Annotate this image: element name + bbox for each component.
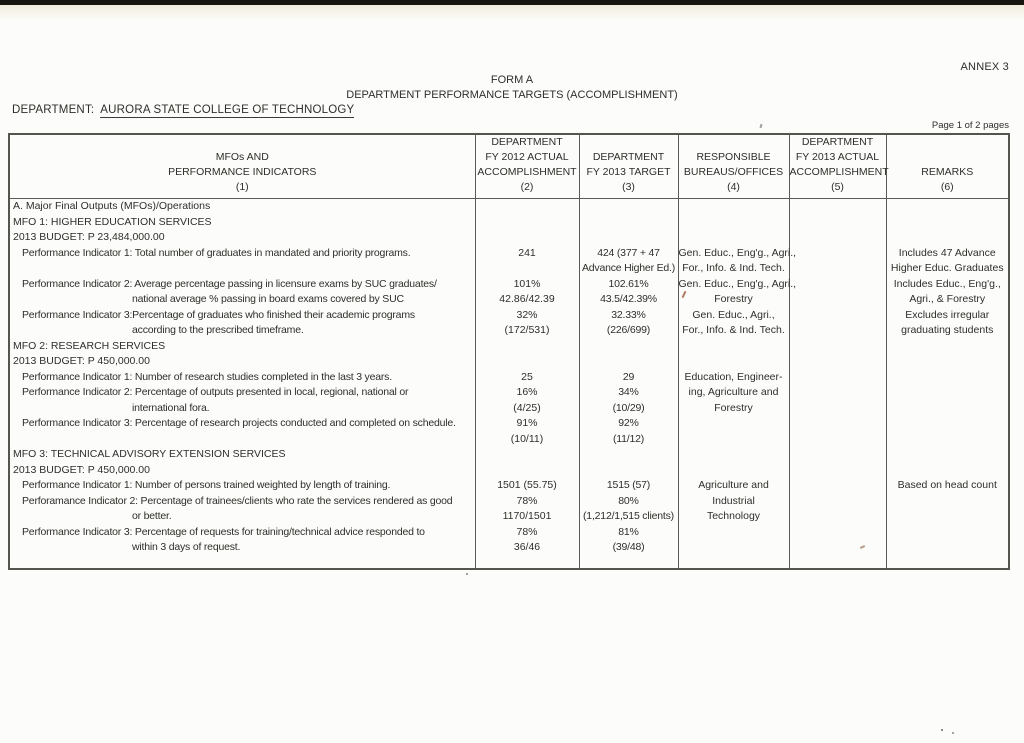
cell-col6 <box>886 199 1009 215</box>
cell-col3: 34% (10/29) <box>579 385 678 416</box>
cell-col4 <box>678 199 789 215</box>
cell-col2 <box>475 463 579 479</box>
indicator-row <box>9 385 1009 416</box>
cell-col1: Perforamance Indicator 2: Percentage of trainees/clients who rate the services rendered as good or better. <box>9 494 475 525</box>
cell-col5 <box>789 199 886 215</box>
cell-col4 <box>678 230 789 246</box>
cell-col6 <box>886 416 1009 447</box>
performance-targets-table <box>8 133 1010 570</box>
department-label: DEPARTMENT: <box>12 104 95 116</box>
cell-col3: 1515 (57) <box>579 478 678 494</box>
cell-col5 <box>789 416 886 447</box>
cell-col5 <box>789 494 886 525</box>
cell-col3 <box>579 339 678 355</box>
cell-col4 <box>678 416 789 447</box>
cell-col3 <box>579 215 678 231</box>
cell-col4 <box>678 556 789 569</box>
indicator-row <box>9 494 1009 525</box>
col-header-6: REMARKS (6) <box>886 134 1009 199</box>
indicator-row <box>9 525 1009 556</box>
cell-col3: 102.61% 43.5/42.39% <box>579 277 678 308</box>
cell-col4 <box>678 463 789 479</box>
table-header <box>9 134 1009 199</box>
cell-col1: Performance Indicator 2: Average percentage passing in licensure exams by SUC graduates/ national average % passing in board exams covered by SUC <box>9 277 475 308</box>
cell-col6 <box>886 447 1009 463</box>
cell-col2: 101% 42.86/42.39 <box>475 277 579 308</box>
cell-col5 <box>789 447 886 463</box>
cell-col1: Performance Indicator 1: Number of persons trained weighted by length of training. <box>9 478 475 494</box>
section-row <box>9 199 1009 215</box>
cell-col1: MFO 1: HIGHER EDUCATION SERVICES <box>9 215 475 231</box>
col-header-1: MFOs AND PERFORMANCE INDICATORS (1) <box>9 134 475 199</box>
cell-col5 <box>789 339 886 355</box>
cell-col4: Agriculture and <box>678 478 789 494</box>
scan-speck <box>941 729 943 731</box>
cell-col1 <box>9 556 475 569</box>
section-row <box>9 230 1009 246</box>
annex-label: ANNEX 3 <box>960 61 1009 73</box>
cell-col3 <box>579 556 678 569</box>
cell-col1: Performance Indicator 1: Total number of graduates in mandated and priority programs. <box>9 246 475 277</box>
scan-speck <box>466 573 468 575</box>
cell-col3: 81% (39/48) <box>579 525 678 556</box>
cell-col2: 78% 1170/1501 <box>475 494 579 525</box>
cell-col4 <box>678 339 789 355</box>
department-name: AURORA STATE COLLEGE OF TECHNOLOGY <box>100 104 355 116</box>
scan-speck <box>952 732 954 734</box>
cell-col5 <box>789 246 886 277</box>
cell-col5 <box>789 230 886 246</box>
cell-col6 <box>886 370 1009 386</box>
department-line <box>12 104 354 116</box>
cell-col4: ing, Agriculture and Forestry <box>678 385 789 416</box>
cell-col1: Performance Indicator 3: Percentage of research projects conducted and completed on schedule. <box>9 416 475 447</box>
cell-col4: Gen. Educ., Agri., For., Info. & Ind. Tech. <box>678 308 789 339</box>
form-subtitle: DEPARTMENT PERFORMANCE TARGETS (ACCOMPLISHMENT) <box>346 89 678 101</box>
cell-col2: 1501 (55.75) <box>475 478 579 494</box>
cell-col1: Performance Indicator 1: Number of research studies completed in the last 3 years. <box>9 370 475 386</box>
cell-col2: 25 <box>475 370 579 386</box>
table-body <box>9 199 1009 569</box>
cell-col3 <box>579 463 678 479</box>
cell-col4: Gen. Educ., Eng'g., Agri., Forestry <box>678 277 789 308</box>
cell-col4: Industrial Technology <box>678 494 789 525</box>
cell-col1: Performance Indicator 3: Percentage of requests for training/technical advice responded to within 3 days of request. <box>9 525 475 556</box>
section-row <box>9 339 1009 355</box>
cell-col1: Performance Indicator 3:Percentage of graduates who finished their academic programs according to the prescribed timeframe. <box>9 308 475 339</box>
cell-col4: Education, Engineer- <box>678 370 789 386</box>
table-bottom-spacer <box>9 556 1009 569</box>
cell-col4: Gen. Educ., Eng'g., Agri., For., Info. & Ind. Tech. <box>678 246 789 277</box>
cell-col6 <box>886 556 1009 569</box>
cell-col1: MFO 2: RESEARCH SERVICES <box>9 339 475 355</box>
cell-col3: 29 <box>579 370 678 386</box>
cell-col1: 2013 BUDGET: P 450,000.00 <box>9 354 475 370</box>
cell-col1: MFO 3: TECHNICAL ADVISORY EXTENSION SERVICES <box>9 447 475 463</box>
cell-col2: 91% (10/11) <box>475 416 579 447</box>
cell-col3: 32.33% (226/699) <box>579 308 678 339</box>
cell-col4 <box>678 215 789 231</box>
cell-col5 <box>789 463 886 479</box>
cell-col5 <box>789 370 886 386</box>
scan-speck <box>760 124 763 128</box>
cell-col4 <box>678 525 789 556</box>
scan-tint-band <box>0 5 1024 21</box>
cell-col4 <box>678 447 789 463</box>
section-row <box>9 463 1009 479</box>
cell-col2 <box>475 556 579 569</box>
cell-col2: 32% (172/531) <box>475 308 579 339</box>
cell-col5 <box>789 215 886 231</box>
cell-col3 <box>579 354 678 370</box>
col-header-3: DEPARTMENT FY 2013 TARGET (3) <box>579 134 678 199</box>
cell-col6 <box>886 385 1009 416</box>
cell-col3: 92% (11/12) <box>579 416 678 447</box>
cell-col5 <box>789 385 886 416</box>
form-title: FORM A <box>490 74 534 86</box>
cell-col2 <box>475 215 579 231</box>
cell-col6 <box>886 463 1009 479</box>
cell-col6 <box>886 494 1009 525</box>
page-number: Page 1 of 2 pages <box>931 120 1009 131</box>
cell-col3: 424 (377 + 47 Advance Higher Ed.) <box>579 246 678 277</box>
cell-col5 <box>789 308 886 339</box>
header-row <box>9 134 1009 199</box>
indicator-row <box>9 370 1009 386</box>
cell-col5 <box>789 478 886 494</box>
indicator-row <box>9 277 1009 308</box>
cell-col2: 78% 36/46 <box>475 525 579 556</box>
indicator-row <box>9 246 1009 277</box>
section-row <box>9 354 1009 370</box>
cell-col1: Performance Indicator 2: Percentage of outputs presented in local, regional, national or international fora. <box>9 385 475 416</box>
col-header-5: DEPARTMENT FY 2013 ACTUAL ACCOMPLISHMENT (5) <box>789 134 886 199</box>
section-row <box>9 447 1009 463</box>
cell-col3 <box>579 230 678 246</box>
cell-col1: 2013 BUDGET: P 23,484,000.00 <box>9 230 475 246</box>
indicator-row <box>9 308 1009 339</box>
cell-col6 <box>886 525 1009 556</box>
col-header-2: DEPARTMENT FY 2012 ACTUAL ACCOMPLISHMENT (2) <box>475 134 579 199</box>
cell-col6: Includes Educ., Eng'g., Agri., & Forestry <box>886 277 1009 308</box>
cell-col5 <box>789 525 886 556</box>
cell-col3 <box>579 447 678 463</box>
cell-col2 <box>475 339 579 355</box>
col-header-4: RESPONSIBLE BUREAUS/OFFICES (4) <box>678 134 789 199</box>
cell-col2 <box>475 354 579 370</box>
cell-col2 <box>475 447 579 463</box>
cell-col6 <box>886 354 1009 370</box>
cell-col6: Excludes irregular graduating students <box>886 308 1009 339</box>
cell-col5 <box>789 277 886 308</box>
cell-col5 <box>789 556 886 569</box>
indicator-row <box>9 416 1009 447</box>
section-row <box>9 215 1009 231</box>
cell-col6 <box>886 215 1009 231</box>
cell-col4 <box>678 354 789 370</box>
cell-col6 <box>886 339 1009 355</box>
cell-col2: 16% (4/25) <box>475 385 579 416</box>
cell-col1: 2013 BUDGET: P 450,000.00 <box>9 463 475 479</box>
cell-col6: Includes 47 Advance Higher Educ. Graduates <box>886 246 1009 277</box>
cell-col5 <box>789 354 886 370</box>
cell-col1: A. Major Final Outputs (MFOs)/Operations <box>9 199 475 215</box>
indicator-row <box>9 478 1009 494</box>
cell-col6 <box>886 230 1009 246</box>
cell-col2 <box>475 199 579 215</box>
cell-col3: 80% (1,212/1,515 clients) <box>579 494 678 525</box>
cell-col3 <box>579 199 678 215</box>
cell-col6: Based on head count <box>886 478 1009 494</box>
cell-col2: 241 <box>475 246 579 277</box>
cell-col2 <box>475 230 579 246</box>
